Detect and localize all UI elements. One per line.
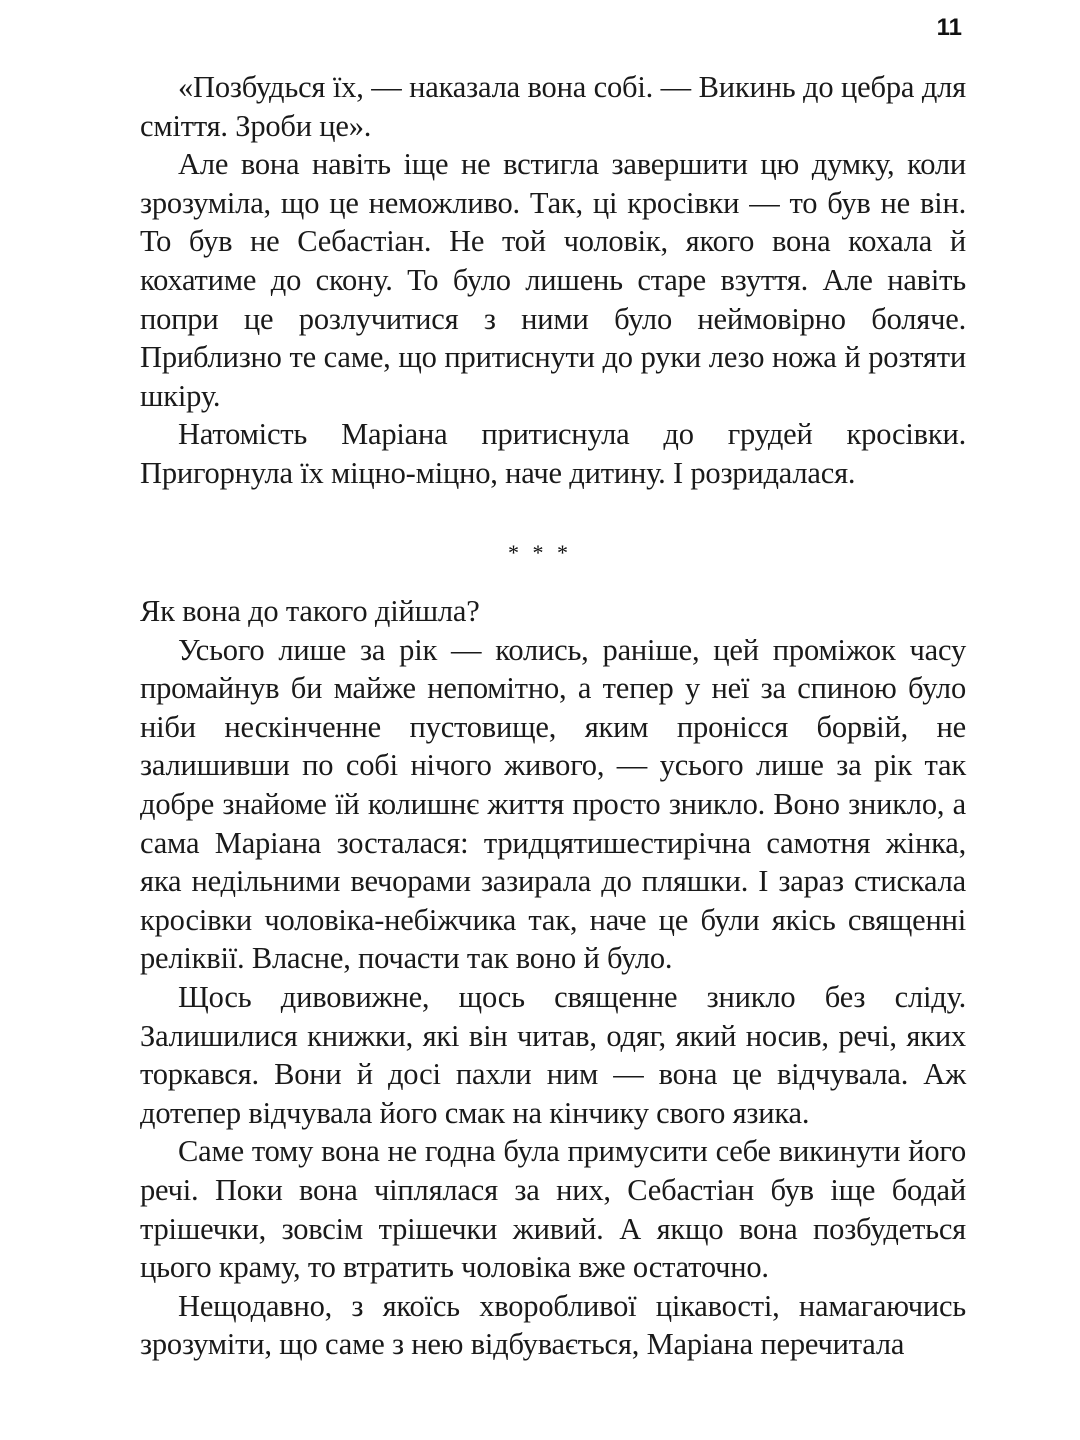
text-section-1 bbox=[140, 68, 966, 493]
paragraph: Саме тому вона не годна була примусити себе викинути його речі. Поки вона чіплялася за них, Себастіан був іще бодай трішечки, зовсім трішечки живий. А якщо вона позбудеться цього краму, то втратить чоловіка вже остаточно. bbox=[140, 1134, 966, 1285]
paragraph: Щось дивовижне, щось священне зникло без сліду. Залишилися книжки, які він читав, одяг, який носив, речі, яких торкався. Вони й досі пахли ним — вона це відчувала. Аж дотепер відчувала його смак на кінчику свого язика. bbox=[140, 979, 966, 1130]
text-section-2 bbox=[140, 592, 966, 1364]
paragraph: Натомість Маріана притиснула до грудей кросівки. Пригорнула їх міцно-міцно, наче дитину. І розридалася. bbox=[140, 417, 966, 490]
paragraph: Усього лише за рік — колись, раніше, цей проміжок часу промайнув би майже непомітно, а тепер у неї за спиною було ніби нескінченне пустовище, яким пронісся борвій, не залишивши по собі нічого живого, — усього лише за рік так добре знайоме їй колишнє життя просто зникло. Воно зникло, а сама Маріана зосталася: тридцятишестирічна самотня жінка, яка недільними вечорами зазирала до пляшки. І зараз стискала кросівки чоловіка-небіжчика так, наче це були якісь священні реліквії. Власне, почасти так воно й було. bbox=[140, 632, 966, 976]
section-separator: * * * bbox=[508, 540, 572, 565]
paragraph: Але вона навіть іще не встигла завершити цю думку, коли зрозуміла, що це неможливо. Так, ці кросівки — то був не він. То був не Себастіан. Не той чоловік, якого вона кохала й кохатиме до скону. То було лишень старе взуття. Але навіть попри це розлучитися з ними було неймовірно боляче. Приблизно те саме, що притиснути до руки лезо ножа й розтяти шкіру. bbox=[140, 147, 966, 413]
paragraph: Як вона до такого дійшла? bbox=[140, 594, 480, 628]
page-number: 11 bbox=[936, 14, 962, 41]
paragraph: Нещодавно, з якоїсь хворобливої цікавості, намагаючись зрозуміти, що саме з нею відбувається, Маріана перечитала bbox=[140, 1288, 966, 1362]
paragraph: «Позбудься їх, — наказала вона собі. — Викинь до цебра для сміття. Зроби це». bbox=[140, 70, 966, 143]
